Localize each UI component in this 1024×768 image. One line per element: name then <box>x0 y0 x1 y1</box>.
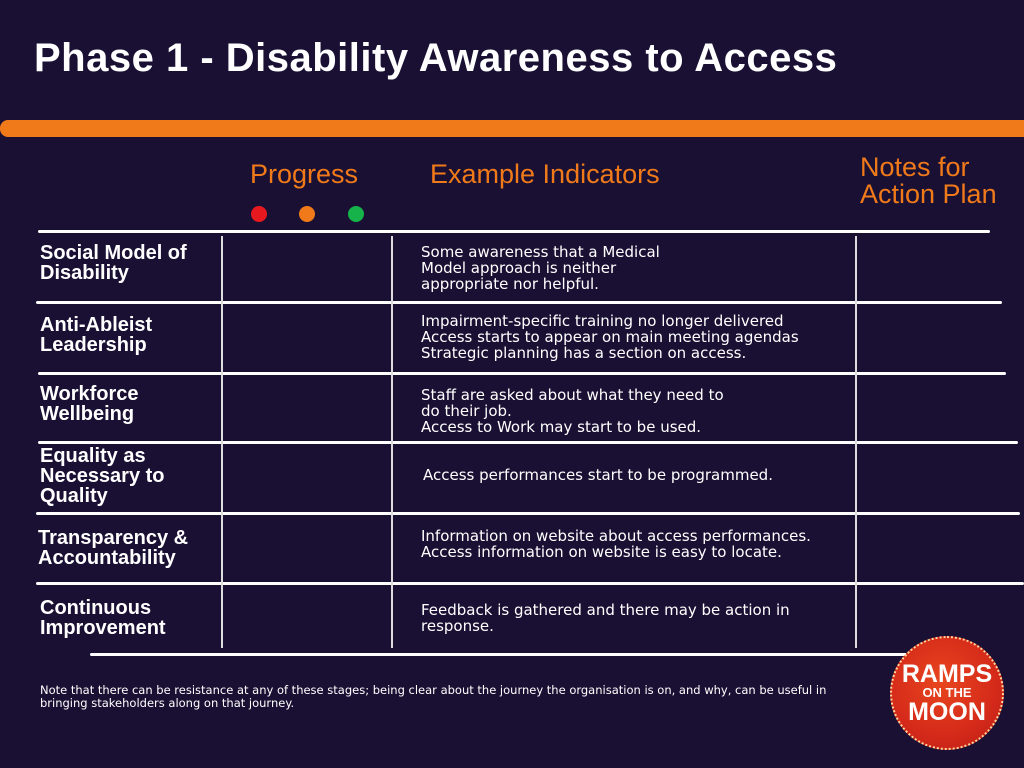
indicator-text-equality <box>423 467 853 483</box>
progress-dot-orange <box>299 206 315 222</box>
row-divider <box>38 441 1018 444</box>
indicator-text-transparency <box>421 528 851 560</box>
indicator-line: Access to Work may start to be used. <box>421 418 702 436</box>
indicator-line: Some awareness that a Medical <box>421 243 660 261</box>
logo-line: MOON <box>908 698 986 726</box>
indicator-line: Strategic planning has a section on access. <box>421 344 747 362</box>
indicator-text-wellbeing <box>421 387 851 435</box>
footnote: Note that there can be resistance at any of these stages; being clear about the journey the organisation is on, and why, can be useful in bringing stakeholders along on that journey. <box>40 683 827 710</box>
orange-divider-bar <box>0 120 1024 137</box>
column-divider <box>391 236 393 648</box>
indicators-header: Example Indicators <box>430 159 660 189</box>
logo-line: RAMPS <box>901 660 993 688</box>
indicator-text-social-model <box>421 244 851 292</box>
row-label-social-model: Social Model of Disability <box>40 242 187 284</box>
row-divider <box>38 372 1006 375</box>
progress-dot-green <box>348 206 364 222</box>
indicator-line: Access performances start to be programmed. <box>423 466 773 484</box>
indicator-text-leadership <box>421 313 851 361</box>
indicator-line: appropriate nor helpful. <box>421 275 599 293</box>
indicator-line: response. <box>421 617 494 635</box>
progress-header: Progress <box>250 159 359 189</box>
progress-dot-red <box>251 206 267 222</box>
indicator-line: Information on website about access performances. <box>421 527 811 545</box>
column-divider <box>855 236 857 648</box>
indicator-line: Access information on website is easy to locate. <box>421 543 782 561</box>
row-label-workforce-wellbeing: Workforce Wellbeing <box>40 383 139 425</box>
row-divider <box>36 512 1020 515</box>
ramps-on-the-moon-logo <box>890 636 1004 750</box>
notes-header: Notes for Action Plan <box>860 152 997 209</box>
indicator-text-continuous-improvement <box>421 602 851 634</box>
row-divider <box>36 301 1002 304</box>
row-divider <box>38 230 990 233</box>
indicator-line: Feedback is gathered and there may be action in <box>421 601 790 619</box>
logo-line: ON THE <box>922 685 972 700</box>
indicator-line: do their job. <box>421 402 512 420</box>
row-label-equality: Equality as Necessary to Quality <box>40 445 165 507</box>
page-title: Phase 1 - Disability Awareness to Access <box>34 36 838 80</box>
row-label-continuous-improvement: Continuous Improvement <box>40 597 166 639</box>
indicator-line: Access starts to appear on main meeting agendas <box>421 328 799 346</box>
indicator-line: Staff are asked about what they need to <box>421 386 724 404</box>
indicator-line: Impairment-specific training no longer delivered <box>421 312 784 330</box>
row-divider <box>36 582 1024 585</box>
row-divider <box>90 653 986 656</box>
indicator-line: Model approach is neither <box>421 259 617 277</box>
column-divider <box>221 236 223 648</box>
row-label-transparency: Transparency & Accountability <box>38 527 189 569</box>
row-label-anti-ableist-leadership: Anti-Ableist Leadership <box>40 314 153 356</box>
